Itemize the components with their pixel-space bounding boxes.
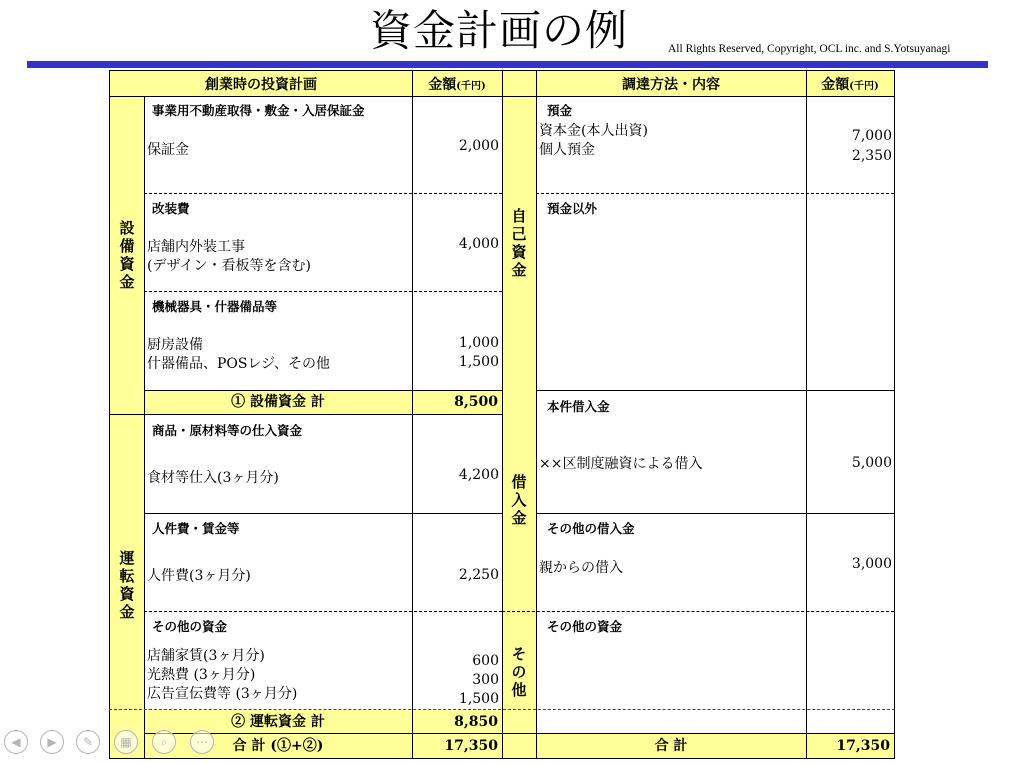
- loan-category-label: 借入金: [509, 474, 528, 528]
- operating-3-line-1: 店舗家賃(3ヶ月分): [147, 648, 265, 664]
- grand-total-left-amount: 17,350: [412, 734, 502, 758]
- own-funds-category-label: 自己資金: [509, 208, 528, 280]
- facility-1-amount-1: 2,000: [458, 138, 499, 154]
- operating-1-amount-1: 4,200: [458, 467, 499, 483]
- other-loan-amount-1: 3,000: [851, 556, 892, 572]
- facility-3-line-1: 厨房設備: [147, 337, 203, 353]
- other-loan-line-1: 親からの借入: [539, 560, 623, 576]
- other-category-label: その他: [509, 645, 528, 700]
- facility-total-label: ① 設備資金 計: [144, 391, 412, 414]
- main-loan-line-1: ××区制度融資による借入: [539, 456, 703, 472]
- deposit-line-1: 資本金(本人出資): [539, 123, 648, 139]
- header-procurement: [536, 71, 806, 97]
- deposit-line-2: 個人預金: [539, 142, 595, 158]
- grand-total-spacer: [502, 734, 536, 758]
- dash-op-total: [109, 709, 895, 710]
- header-amount-left-unit: (千円): [456, 80, 486, 92]
- vline-right-amount: [806, 70, 807, 759]
- header-amount-right: [806, 71, 894, 97]
- header-spacer: [502, 71, 536, 97]
- other-category: [502, 611, 536, 734]
- facility-2-amount-1: 4,000: [458, 236, 499, 252]
- vline-mid-right: [536, 70, 537, 759]
- main-loan-amount-1: 5,000: [851, 455, 892, 471]
- facility-3-amount-2: 1,500: [458, 354, 499, 370]
- operating-1-line-1: 食材等仕入(3ヶ月分): [147, 470, 279, 486]
- facility-category-label: 設備資金: [117, 219, 136, 292]
- facility-3-subtitle: 機械器具・什器備品等: [152, 299, 278, 314]
- header-amount-left-label: 金額: [428, 77, 457, 93]
- facility-total-amount: 8,500: [412, 391, 502, 414]
- facility-2-subtitle: 改装費: [152, 201, 190, 216]
- header-amount-right-unit: (千円): [849, 80, 879, 92]
- other-loan-subtitle: その他の借入金: [547, 521, 635, 536]
- operating-3-amount-2: 300: [472, 672, 499, 688]
- operating-category: [110, 414, 144, 758]
- dash-facility-2: [144, 291, 502, 292]
- more-icon[interactable]: ⋯: [190, 730, 214, 754]
- pen-icon[interactable]: ✎: [76, 730, 100, 754]
- operating-2-line-1: 人件費(3ヶ月分): [147, 568, 251, 584]
- facility-2-line-1: 店舗内外装工事: [147, 239, 245, 255]
- header-amount-right-label: 金額: [821, 77, 850, 93]
- page-title: 資金計画の例: [370, 6, 629, 55]
- facility-category: [110, 97, 144, 414]
- dash-op-2: [144, 611, 502, 612]
- dash-facility-1: [144, 193, 502, 194]
- hline-op-1: [144, 513, 502, 514]
- facility-1-subtitle: 事業用不動産取得・敷金・入居保証金: [152, 103, 365, 118]
- vline-mid-left: [502, 70, 503, 759]
- deposit-amount-1: 7,000: [851, 128, 892, 144]
- operating-1-subtitle: 商品・原材料等の仕入資金: [152, 423, 303, 438]
- operating-3-subtitle: その他の資金: [152, 619, 228, 634]
- back-icon[interactable]: ◀: [4, 730, 28, 754]
- operating-2-subtitle: 人件費・賃金等: [152, 521, 240, 536]
- operating-category-label: 運転資金: [117, 550, 136, 622]
- deposit-amount-2: 2,350: [851, 148, 892, 164]
- facility-2-line-2: (デザイン・看板等を含む): [147, 258, 311, 274]
- grand-total-left-label: 合 計 (①+②): [144, 734, 412, 758]
- dash-right-2: [502, 611, 894, 612]
- header-investment-plan-label: 創業時の投資計画: [205, 77, 317, 93]
- hline-right-loan-top: [536, 390, 894, 391]
- operating-3-line-2: 光熱費 (3ヶ月分): [147, 667, 256, 683]
- facility-3-amount-1: 1,000: [458, 335, 499, 351]
- non-deposit-subtitle: 預金以外: [547, 201, 598, 216]
- operating-3-amount-1: 600: [472, 653, 499, 669]
- vline-left-cat: [144, 97, 145, 758]
- loan-category: [502, 391, 536, 611]
- operating-total-label: ② 運転資金 計: [144, 710, 412, 734]
- header-investment-plan: [110, 71, 412, 97]
- main-loan-subtitle: 本件借入金: [547, 399, 610, 414]
- facility-3-line-2: 什器備品、POSレジ、その他: [147, 356, 331, 372]
- operating-total-amount: 8,850: [412, 710, 502, 734]
- forward-icon[interactable]: ▶: [40, 730, 64, 754]
- own-funds-category: [502, 97, 536, 391]
- border-right: [894, 70, 895, 759]
- header-procurement-label: 調達方法・内容: [622, 77, 720, 93]
- operating-2-amount-1: 2,250: [458, 567, 499, 583]
- slides-icon[interactable]: ▦: [114, 730, 138, 754]
- facility-1-line-1: 保証金: [147, 142, 189, 158]
- deposit-subtitle: 預金: [547, 103, 573, 118]
- operating-3-amount-3: 1,500: [458, 691, 499, 707]
- operating-3-line-3: 広告宣伝費等 (3ヶ月分): [147, 686, 298, 702]
- hline-right-loan-mid: [536, 513, 894, 514]
- hline-facility-total-bottom: [109, 414, 502, 415]
- grand-total-right-amount: 17,350: [806, 734, 894, 758]
- hline-grand-total-top: [144, 733, 894, 734]
- header-amount-left: [412, 71, 502, 97]
- hline-facility-total-top: [144, 390, 502, 391]
- zoom-icon[interactable]: ⌕: [152, 730, 176, 754]
- grand-total-right-label: 合 計: [536, 734, 806, 758]
- copyright-notice: All Rights Reserved, Copyright, OCL inc. and S.Yotsuyanagi: [668, 43, 951, 55]
- other-funds-subtitle: その他の資金: [547, 619, 623, 634]
- dash-right-1: [536, 193, 894, 194]
